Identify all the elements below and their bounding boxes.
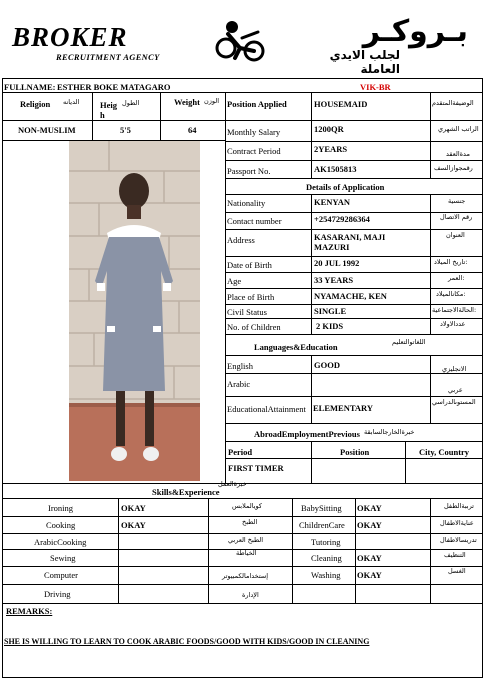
english-value: GOOD (314, 360, 340, 370)
divider (225, 396, 483, 397)
contact-value: +254729286364 (314, 214, 370, 224)
education-value: ELEMENTARY (313, 403, 373, 413)
divider (2, 566, 483, 567)
skill-value: OKAY (121, 503, 146, 513)
passport-value: AK1505813 (314, 164, 357, 174)
civil-status-value: SINGLE (314, 306, 347, 316)
nationality-label: Nationality (227, 198, 266, 208)
divider (311, 355, 312, 423)
skill-label-ar: الخياطة (236, 549, 257, 557)
arabic-label: Arabic (227, 379, 251, 389)
divider (225, 160, 483, 161)
passport-label: Passport No. (227, 166, 271, 176)
nationality-ar: جنسية (448, 197, 466, 205)
remarks-label: REMARKS: (6, 606, 53, 616)
divider (430, 498, 431, 603)
divider (92, 92, 93, 140)
skills-title-ar: خبرةالعمل (218, 480, 247, 488)
skill-label: Ironing (48, 503, 74, 513)
skill-value: OKAY (357, 520, 382, 530)
divider (225, 423, 483, 424)
nationality-value: KENYAN (314, 197, 351, 207)
skill-value: OKAY (357, 570, 382, 580)
position-applied-ar: الوضيفةالمتقدم (432, 99, 474, 107)
english-ar: الانجليزي (442, 365, 467, 373)
divider (225, 458, 483, 459)
divider (2, 120, 225, 121)
monthly-salary-label: Monthly Salary (227, 127, 281, 137)
languages-title: Languages&Education (254, 342, 338, 352)
brand-tagline-en: RECRUITMENT AGENCY (56, 52, 160, 62)
divider (225, 229, 483, 230)
skill-label: Cleaning (311, 553, 342, 563)
skill-label: Driving (44, 589, 71, 599)
divider (2, 603, 483, 604)
skill-label-ar: التنظيف (444, 551, 466, 559)
religion-value: NON-MUSLIM (18, 125, 76, 135)
skill-label: Sewing (50, 553, 76, 563)
education-ar: المستوىالدراسي (432, 398, 476, 406)
divider (225, 194, 483, 195)
age-ar: العمر: (448, 274, 465, 282)
religion-label: Religion (20, 99, 51, 109)
skill-value: OKAY (357, 553, 382, 563)
position-applied-label: Position Applied (227, 99, 287, 109)
company-logo-icon (212, 18, 270, 66)
pob-ar: مكانالميلاد: (436, 290, 466, 298)
passport-ar: رقمجوازالسف (434, 164, 473, 172)
children-ar: عددالاولاد (440, 320, 466, 328)
skill-label-ar: تدريسالاطفال (440, 536, 477, 544)
dob-value: 20 JUL 1992 (314, 258, 360, 268)
divider (2, 533, 483, 534)
contract-period-ar: مدةالعقد (446, 150, 470, 158)
education-label: EducationalAttainment (227, 404, 306, 414)
skill-label-ar: كويالملابس (232, 502, 262, 510)
pob-value: NYAMACHE, KEN (314, 291, 387, 301)
employment-title: AbroadEmploymentPrevious (254, 429, 360, 439)
dob-label: Date of Birth (227, 260, 272, 270)
skill-label-ar: عنايةالاطفال (440, 519, 474, 527)
position-applied-value: HOUSEMAID (314, 99, 368, 109)
civil-status-label: Civil Status (227, 307, 267, 317)
skill-label-ar: الإدارة (242, 591, 259, 599)
divider (225, 120, 483, 121)
details-section-title: Details of Application (306, 182, 385, 192)
divider (225, 141, 483, 142)
monthly-salary-value: 1200QR (314, 124, 344, 134)
languages-title-ar: اللغاتوالتعليم (392, 338, 426, 346)
divider (225, 178, 483, 179)
employment-col-period: Period (228, 447, 253, 457)
divider (2, 92, 483, 93)
skill-label-ar: إستخدامالكمبيوتر (222, 572, 269, 580)
fullname-label: FULLNAME: (4, 82, 56, 92)
weight-label-ar: الوزن (204, 97, 220, 105)
skill-value: OKAY (121, 520, 146, 530)
brand-name-ar: بـروكـر (362, 14, 468, 49)
divider (405, 441, 406, 483)
divider (225, 256, 483, 257)
letterhead (0, 0, 485, 76)
age-label: Age (227, 276, 242, 286)
height-label-cont: h (100, 110, 105, 120)
divider (355, 498, 356, 603)
contract-period-value: 2YEARS (314, 144, 348, 154)
skill-label-ar: الغسل (448, 567, 466, 575)
divider (225, 288, 483, 289)
divider (311, 92, 312, 178)
divider (430, 355, 431, 423)
dob-ar: تاريخ الميلاد: (434, 258, 468, 266)
divider (225, 272, 483, 273)
divider (208, 498, 209, 603)
reference-code: VIK-BR (360, 82, 391, 92)
monthly-salary-ar: الراتب الشهري (438, 125, 479, 133)
divider (118, 498, 119, 603)
address-label: Address (227, 235, 255, 245)
divider (225, 355, 483, 356)
brand-tagline-ar: لجلب الايدي العاملة (329, 48, 400, 76)
employment-title-ar: خبرةالخارجالسابقة (364, 428, 415, 436)
weight-value: 64 (188, 125, 197, 135)
weight-label: Weight (174, 97, 200, 107)
skill-label: ChildrenCare (299, 520, 345, 530)
english-label: English (227, 361, 253, 371)
employment-row1-period: FIRST TIMER (228, 463, 284, 473)
height-value: 5'5 (120, 125, 131, 135)
applicant-photo (69, 141, 200, 481)
divider (160, 92, 161, 140)
skill-label-ar: ترببةالطفل (444, 502, 474, 510)
children-label: No. of Children (227, 322, 281, 332)
employment-col-city: City, Country (419, 447, 470, 457)
skill-label: ArabicCooking (34, 537, 87, 547)
skill-label-ar: الطبخ (242, 518, 258, 526)
skill-label: Cooking (46, 520, 76, 530)
divider (2, 516, 483, 517)
divider (2, 498, 483, 499)
divider (311, 441, 312, 483)
skill-label: Washing (311, 570, 341, 580)
divider (2, 584, 483, 585)
civil-status-ar: الحالةالاجتماعية: (432, 306, 477, 314)
pob-label: Place of Birth (227, 292, 275, 302)
remarks-text: SHE IS WILLING TO LEARN TO COOK ARABIC FOODS/GOOD WITH KIDS/GOOD IN CLEANING (4, 637, 370, 646)
divider (292, 498, 293, 603)
divider (311, 194, 312, 334)
contract-period-label: Contract Period (227, 146, 281, 156)
divider (225, 318, 483, 319)
skill-label: BabySitting (301, 503, 342, 513)
contact-label: Contact number (227, 216, 282, 226)
skill-value: OKAY (357, 503, 382, 513)
children-value: 2 KIDS (316, 321, 344, 331)
address-value-line2: MAZURI (314, 242, 350, 252)
height-label-ar: الطول (122, 99, 140, 107)
skills-title: Skills&Experience (152, 487, 220, 497)
employment-col-position: Position (340, 447, 370, 457)
age-value: 33 YEARS (314, 275, 354, 285)
divider (225, 334, 483, 335)
skill-label: Computer (44, 570, 78, 580)
address-value-line1: KASARANI, MAJI (314, 232, 386, 242)
brand-name-en: BROKER (12, 22, 128, 52)
contact-ar: رقم الاتصال (440, 213, 473, 221)
divider (430, 92, 431, 178)
divider (430, 194, 431, 334)
divider (225, 373, 483, 374)
address-ar: العنوان (446, 231, 465, 239)
divider (225, 304, 483, 305)
skill-label-ar: الطبخ العربي (228, 536, 264, 544)
arabic-ar: عربي (448, 386, 463, 394)
divider (225, 441, 483, 442)
fullname-value: ESTHER BOKE MATAGARO (57, 82, 171, 92)
religion-label-ar: الديانه (63, 98, 80, 106)
skill-label: Tutoring (311, 537, 341, 547)
height-label: Heig (100, 100, 117, 110)
